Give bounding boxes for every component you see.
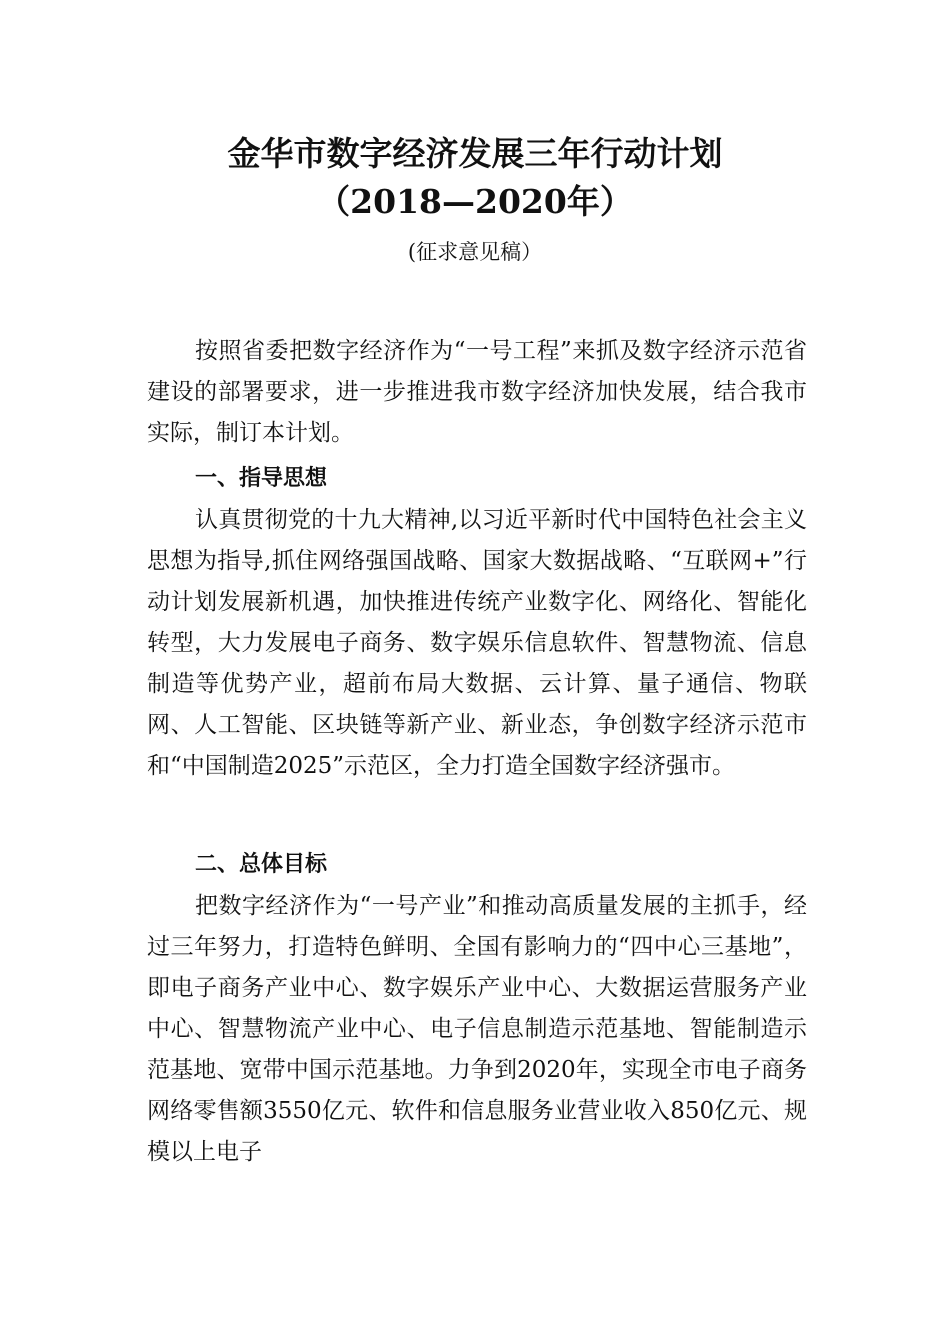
section-heading-overall-goal: 二、总体目标: [195, 852, 328, 877]
section-paragraph-guiding-ideology: 认真贯彻党的十九大精神,以习近平新时代中国特色社会主义思想为指导,抓住网络强国战略、国家大数据战略、“互联网+”行动计划发展新机遇，加快推进传统产业数字化、网络化、智能化转型，大力发展电子商务、数字娱乐信息软件、智慧物流、信息制造等优势产业，超前布局大数据、云计算、量子通信、物联网、人工智能、区块链等新产业、新业态，争创数字经济示范市和“中国制造2025”示范区，全力打造全国数字经济强市。: [147, 507, 807, 779]
document-subtitle: (征求意见稿）: [407, 240, 543, 264]
intro-paragraph: 按照省委把数字经济作为“一号工程”来抓及数字经济示范省建设的部署要求，进一步推进我市数字经济加快发展，结合我市实际，制订本计划。: [147, 338, 807, 446]
document-title-years: （2018—2020年）: [317, 182, 633, 221]
document-title: 金华市数字经济发展三年行动计划: [227, 134, 723, 173]
section-heading-guiding-ideology: 一、指导思想: [195, 466, 328, 491]
section-paragraph-overall-goal: 把数字经济作为“一号产业”和推动高质量发展的主抓手，经过三年努力，打造特色鲜明、全国有影响力的“四中心三基地”，即电子商务产业中心、数字娱乐产业中心、大数据运营服务产业中心、智慧物流产业中心、电子信息制造示范基地、智能制造示范基地、宽带中国示范基地。力争到2020年，实现全市电子商务网络零售额3550亿元、软件和信息服务业营业收入850亿元、规模以上电子: [147, 893, 807, 1165]
